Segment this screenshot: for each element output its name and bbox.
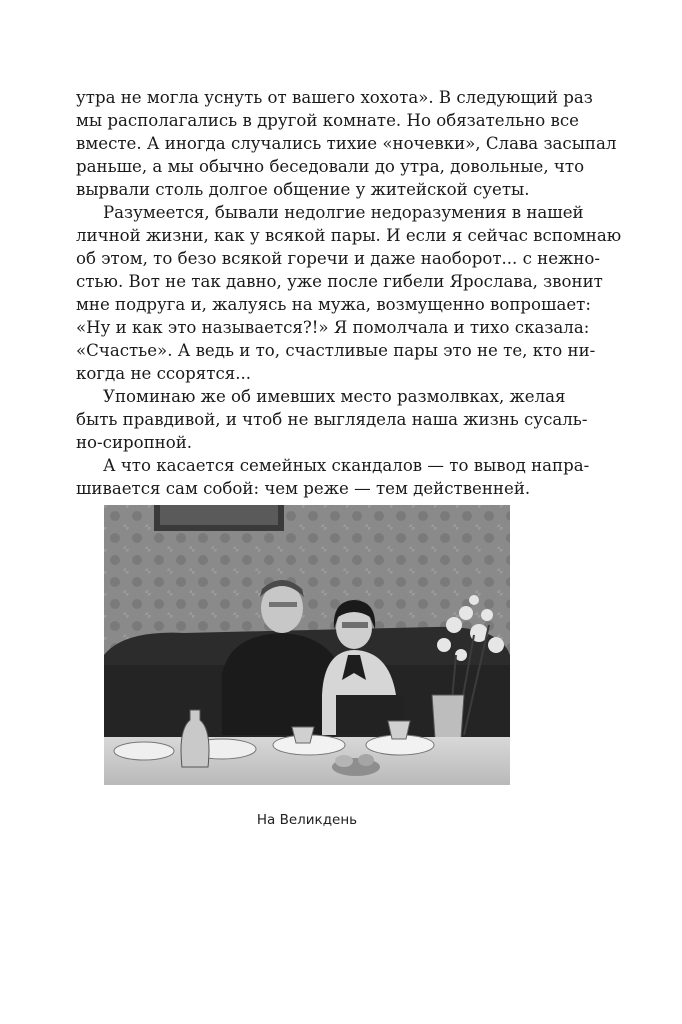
text-line: личной жизни, как у всякой пары. И если я сейчас вспомнаю [76, 226, 622, 245]
text-line: быть правдивой, и чтоб не выглядела наша жизнь сусаль- [76, 410, 588, 429]
text-line: стью. Вот не так давно, уже после гибели Ярослава, звонит [76, 272, 603, 291]
text-line: раньше, а мы обычно беседовали до утра, довольные, что [76, 157, 585, 176]
text-line: «Счастье». А ведь и то, счастливые пары это не те, кто ни- [76, 341, 596, 360]
text-line: мы располагались в другой комнате. Но обязательно все [76, 111, 579, 130]
text-line: А что касается семейных скандалов — то вывод напра- [103, 456, 590, 475]
text-line: вместе. А иногда случались тихие «ночевки», Слава засыпал [76, 134, 617, 153]
text-line: «Ну и как это называется?!» Я помолчала и тихо сказала: [76, 318, 590, 337]
text-line: мне подруга и, жалуясь на мужа, возмущенно вопрошает: [76, 295, 591, 314]
text-line: вырвали столь долгое общение у житейской суеты. [76, 180, 530, 199]
body-text [76, 86, 622, 500]
text-line: об этом, то безо всякой горечи и даже наоборот... с нежно- [76, 249, 600, 268]
text-line: но-сиропной. [76, 433, 193, 452]
text-line: утра не могла уснуть от вашего хохота». В следующий раз [76, 88, 593, 107]
text-line: когда не ссорятся... [76, 364, 252, 383]
photograph [104, 505, 510, 785]
photo-image [104, 505, 510, 785]
text-line: шивается сам собой: чем реже — тем действенней. [76, 479, 531, 498]
text-line: Упоминаю же об имевших место размолвках, желая [103, 387, 566, 406]
text-line: Разумеется, бывали недолгие недоразумения в нашей [103, 203, 584, 222]
photo-caption: На Великдень [256, 812, 358, 828]
